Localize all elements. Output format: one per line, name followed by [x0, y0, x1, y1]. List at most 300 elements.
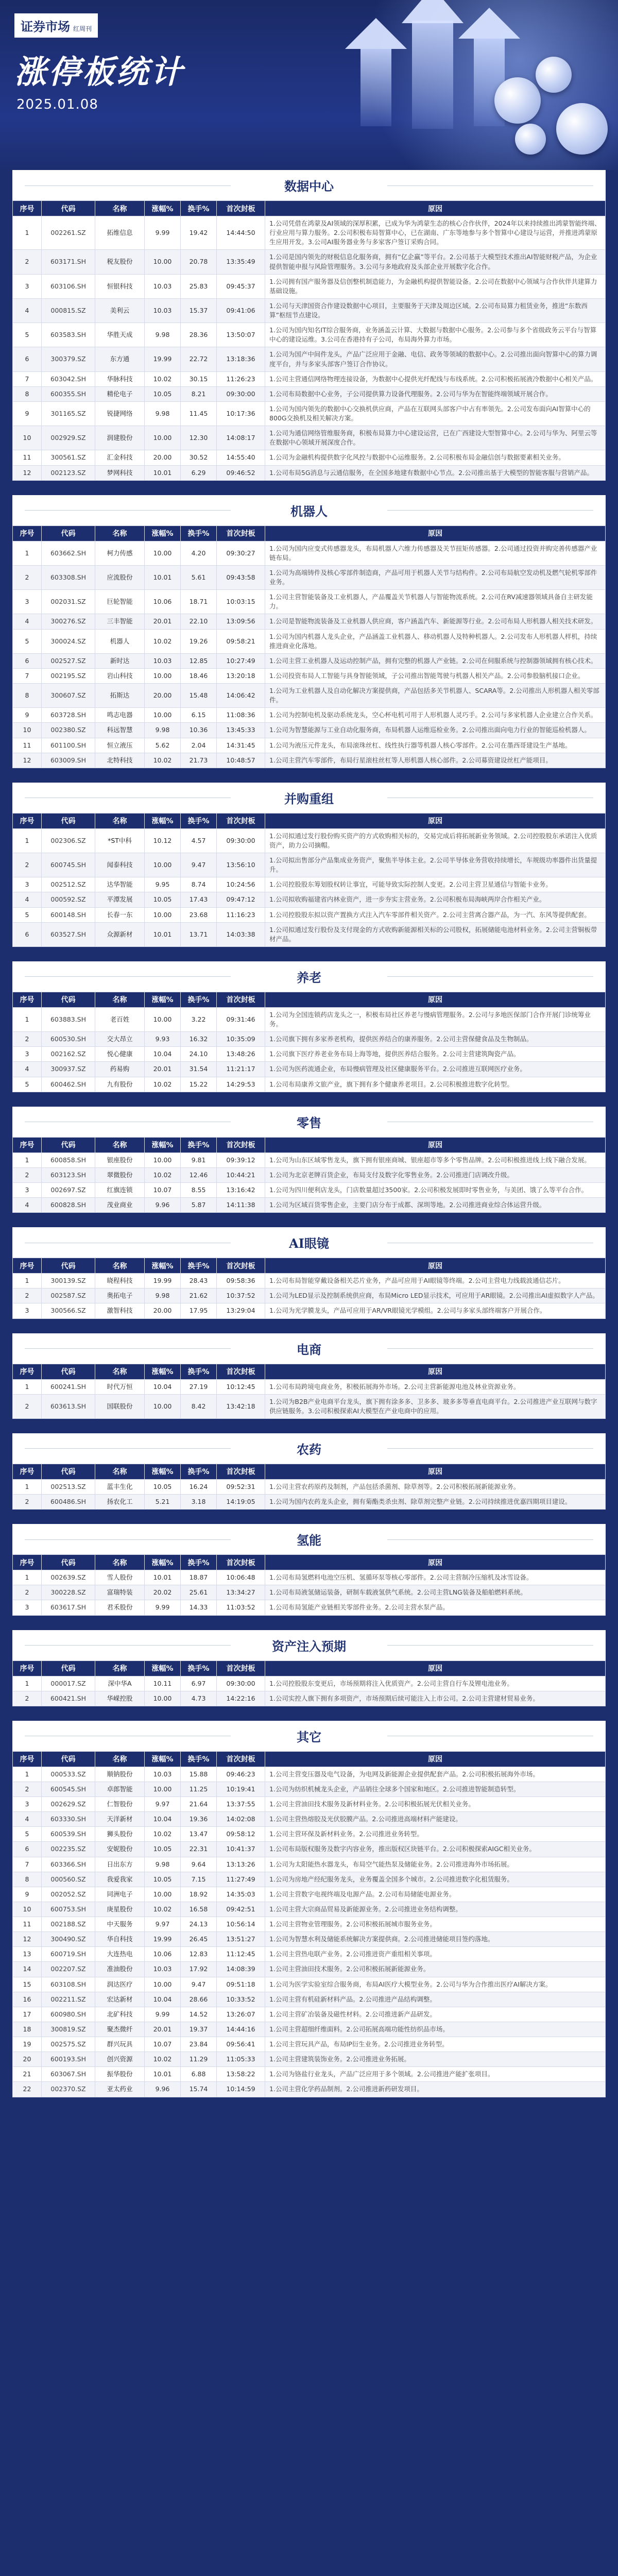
stock-name: 拓斯达 [95, 684, 145, 708]
stock-name: 巨轮智能 [95, 590, 145, 614]
stock-name: 梦网科技 [95, 465, 145, 480]
hero-banner [0, 0, 618, 170]
row-index: 7 [13, 668, 42, 683]
turnover-pct: 18.46 [181, 668, 217, 683]
row-index: 21 [13, 2067, 42, 2082]
gain-pct: 5.62 [145, 738, 181, 753]
limit-reason: 1.公司拟收购福建省内林业资产，进一步夯实主营业务。2.公司积极布局海峡两岸合作相关产业。 [265, 892, 606, 907]
stock-code: 600980.SH [42, 2007, 95, 2022]
turnover-pct: 18.87 [181, 1570, 217, 1585]
section [12, 170, 606, 481]
first-limit-time: 14:06:42 [217, 684, 265, 708]
row-index: 4 [13, 298, 42, 323]
first-limit-time: 10:35:09 [217, 1032, 265, 1047]
gain-pct: 10.03 [145, 274, 181, 298]
gain-pct: 10.12 [145, 828, 181, 853]
row-index: 10 [13, 426, 42, 450]
stock-code: 002513.SZ [42, 1479, 95, 1494]
gain-pct: 9.97 [145, 1917, 181, 1932]
section-title: AI眼镜 [12, 1227, 606, 1258]
table-row [13, 877, 606, 892]
stock-code: 600828.SH [42, 1198, 95, 1213]
section-title: 机器人 [12, 495, 606, 526]
turnover-pct: 9.81 [181, 1153, 217, 1167]
limit-reason: 1.公司主营有机硅新材料产品。2.公司推进产品结构调整。 [265, 1992, 606, 2007]
column-header: 换手% [181, 1258, 217, 1274]
stock-code: 603108.SH [42, 1977, 95, 1992]
first-limit-time: 09:43:58 [217, 565, 265, 589]
limit-reason: 1.公司布局版权服务及数字内容业务，推出版权区块链平台。2.公司积极探索AIGC相关业务。 [265, 1842, 606, 1857]
arrow-head-icon [458, 8, 520, 39]
section [12, 1524, 606, 1615]
limit-reason: 1.公司主营物业管理服务。2.公司积极拓展城市服务业务。 [265, 1917, 606, 1932]
gain-pct: 10.05 [145, 892, 181, 907]
column-header: 首次封板 [217, 1464, 265, 1479]
turnover-pct: 17.95 [181, 1303, 217, 1318]
first-limit-time: 10:48:57 [217, 753, 265, 768]
table-row [13, 2067, 606, 2082]
stock-name: 药易购 [95, 1062, 145, 1077]
turnover-pct: 19.37 [181, 2022, 217, 2037]
column-header: 序号 [13, 1751, 42, 1767]
gain-pct: 10.05 [145, 386, 181, 401]
stock-name: 岩山科技 [95, 668, 145, 683]
table-header-row [13, 1464, 606, 1479]
table-row [13, 1379, 606, 1394]
column-header: 序号 [13, 1464, 42, 1479]
gain-pct: 10.04 [145, 1992, 181, 2007]
first-limit-time: 10:12:45 [217, 1379, 265, 1394]
table-row [13, 629, 606, 653]
stock-name: 奥拓电子 [95, 1289, 145, 1303]
first-limit-time: 14:08:17 [217, 426, 265, 450]
table-row [13, 1917, 606, 1932]
row-index: 10 [13, 1902, 42, 1917]
stock-code: 002207.SZ [42, 1962, 95, 1977]
column-header: 名称 [95, 1137, 145, 1153]
gain-pct: 20.01 [145, 614, 181, 629]
stock-name: 锐捷网络 [95, 401, 145, 426]
turnover-pct: 8.42 [181, 1394, 217, 1418]
limit-reason: 1.公司控股股东筹划股权转让事宜，可能导致实际控制人变更。2.公司主营卫星通信与智能卡业务。 [265, 877, 606, 892]
table-row [13, 1977, 606, 1992]
stock-code: 603728.SH [42, 708, 95, 723]
first-limit-time: 09:41:06 [217, 298, 265, 323]
stock-code: 002188.SZ [42, 1917, 95, 1932]
stock-code: 600719.SH [42, 1947, 95, 1962]
limit-up-table [12, 992, 606, 1092]
stock-name: 茂业商业 [95, 1198, 145, 1213]
column-header: 代码 [42, 992, 95, 1007]
first-limit-time: 11:21:17 [217, 1062, 265, 1077]
stock-name: 国联股份 [95, 1394, 145, 1418]
stock-name: 科远智慧 [95, 723, 145, 738]
limit-reason: 1.公司为国内领先的数据中心交换机供应商，产品在互联网头部客户中占有率领先。2.公司发布面向AI智算中心的800G交换机及相关解决方案。 [265, 401, 606, 426]
gain-pct: 10.04 [145, 1379, 181, 1394]
stock-code: 603613.SH [42, 1394, 95, 1418]
table-row [13, 1691, 606, 1706]
limit-reason: 1.公司旗下拥有多家养老机构，提供医养结合的康养服务。2.公司主营保健食品及生物制品。 [265, 1032, 606, 1047]
limit-reason: 1.公司为工业机器人及自动化解决方案提供商，产品包括多关节机器人、SCARA等。2.公司推出人形机器人相关零部件。 [265, 684, 606, 708]
limit-reason: 1.公司主营数字电视终端及电源产品。2.公司布局储能电源业务。 [265, 1887, 606, 1902]
column-header: 名称 [95, 1364, 145, 1379]
column-header: 首次封板 [217, 201, 265, 216]
limit-reason: 1.公司主营汽车零部件，布局行星滚柱丝杠等人形机器人核心部件。2.公司募资建设丝杠产能项目。 [265, 753, 606, 768]
gain-pct: 9.95 [145, 877, 181, 892]
stock-code: 600530.SH [42, 1032, 95, 1047]
column-header: 换手% [181, 1364, 217, 1379]
gain-pct: 10.02 [145, 1902, 181, 1917]
turnover-pct: 8.21 [181, 386, 217, 401]
turnover-pct: 30.15 [181, 371, 217, 386]
row-index: 9 [13, 401, 42, 426]
stock-code: 603617.SH [42, 1600, 95, 1615]
gain-pct: 10.02 [145, 1077, 181, 1092]
row-index: 1 [13, 1570, 42, 1585]
first-limit-time: 09:58:21 [217, 629, 265, 653]
table-row [13, 1676, 606, 1691]
stock-code: 603883.SH [42, 1007, 95, 1031]
stock-code: 300607.SZ [42, 684, 95, 708]
stock-code: 600193.SH [42, 2052, 95, 2067]
stock-name: 北特科技 [95, 753, 145, 768]
limit-reason: 1.公司为国内知名IT综合服务商，业务涵盖云计算、大数据与数据中心服务。2.公司参与多个省级政务云平台与智算中心的建设运维。3.公司在香港持有子公司，布局海外算力市场。 [265, 323, 606, 347]
gain-pct: 10.07 [145, 2037, 181, 2052]
stock-name: 日出东方 [95, 1857, 145, 1872]
limit-up-table [12, 1464, 606, 1510]
stock-code: 002235.SZ [42, 1842, 95, 1857]
gain-pct: 10.00 [145, 1887, 181, 1902]
limit-reason: 1.公司拟出售部分产品集成业务资产，聚焦半导体主业。2.公司半导体业务营收持续增长，车规级功率器件出货量提升。 [265, 853, 606, 877]
row-index: 17 [13, 2007, 42, 2022]
limit-reason: 1.公司主营热熔胶及光伏胶膜产品。2.公司推进高端材料产能建设。 [265, 1812, 606, 1827]
stock-code: 000815.SZ [42, 298, 95, 323]
first-limit-time: 14:22:16 [217, 1691, 265, 1706]
stock-name: 达华智能 [95, 877, 145, 892]
turnover-pct: 3.18 [181, 1495, 217, 1510]
stock-code: 002162.SZ [42, 1047, 95, 1062]
row-index: 11 [13, 738, 42, 753]
first-limit-time: 13:56:10 [217, 853, 265, 877]
table-row [13, 1782, 606, 1797]
limit-reason: 1.公司主营农药原药及制剂，产品包括杀菌剂、除草剂等。2.公司积极拓展新能源业务。 [265, 1479, 606, 1494]
column-header: 原因 [265, 1258, 606, 1274]
stock-code: 601100.SH [42, 738, 95, 753]
row-index: 12 [13, 753, 42, 768]
page-date: 2025.01.08 [16, 97, 98, 112]
first-limit-time: 09:51:18 [217, 1977, 265, 1992]
turnover-pct: 7.15 [181, 1872, 217, 1887]
column-header: 换手% [181, 1464, 217, 1479]
row-index: 5 [13, 323, 42, 347]
table-row [13, 1902, 606, 1917]
first-limit-time: 13:48:26 [217, 1047, 265, 1062]
stock-code: 300490.SZ [42, 1932, 95, 1947]
stock-name: 时代万恒 [95, 1379, 145, 1394]
row-index: 1 [13, 1767, 42, 1782]
stock-name: 拓维信息 [95, 216, 145, 250]
row-index: 18 [13, 2022, 42, 2037]
limit-reason: 1.公司为房地产经纪服务龙头，业务覆盖全国多个城市。2.公司推进数字化租赁服务。 [265, 1872, 606, 1887]
row-index: 6 [13, 347, 42, 371]
row-index: 2 [13, 1691, 42, 1706]
section [12, 1107, 606, 1213]
column-header: 序号 [13, 1364, 42, 1379]
row-index: 4 [13, 1812, 42, 1827]
table-row [13, 2082, 606, 2097]
column-header: 原因 [265, 201, 606, 216]
stock-code: 002380.SZ [42, 723, 95, 738]
column-header: 换手% [181, 1137, 217, 1153]
row-index: 2 [13, 1394, 42, 1418]
section [12, 961, 606, 1092]
first-limit-time: 10:17:36 [217, 401, 265, 426]
table-row [13, 1872, 606, 1887]
first-limit-time: 11:16:23 [217, 907, 265, 922]
stock-code: 002052.SZ [42, 1887, 95, 1902]
row-index: 2 [13, 1289, 42, 1303]
gain-pct: 9.93 [145, 1032, 181, 1047]
limit-up-table [12, 1751, 606, 2097]
row-index: 2 [13, 853, 42, 877]
row-index: 8 [13, 1872, 42, 1887]
gain-pct: 10.05 [145, 1842, 181, 1857]
limit-reason: 1.公司拟通过发行股份及支付现金的方式收购新能源相关标的公司股权，拓展储能电池材料业务。2.公司主营铜板带材产品。 [265, 922, 606, 946]
limit-reason: 1.公司主营变压器及电气设备，为电网及新能源企业提供配套产品。2.公司积极拓展海外市场。 [265, 1767, 606, 1782]
turnover-pct: 4.57 [181, 828, 217, 853]
turnover-pct: 18.92 [181, 1887, 217, 1902]
table-row [13, 1032, 606, 1047]
gain-pct: 9.98 [145, 723, 181, 738]
first-limit-time: 09:47:12 [217, 892, 265, 907]
limit-reason: 1.公司为LED显示及控制系统供应商，布局Micro LED显示技术，可应用于AR眼镜。2.公司推出AI虚拟数字人产品。 [265, 1289, 606, 1303]
table-row [13, 1182, 606, 1197]
gain-pct: 20.00 [145, 684, 181, 708]
row-index: 7 [13, 1857, 42, 1872]
stock-name: 华嵘控股 [95, 1691, 145, 1706]
row-index: 1 [13, 1274, 42, 1289]
turnover-pct: 15.37 [181, 298, 217, 323]
turnover-pct: 25.83 [181, 274, 217, 298]
column-header: 代码 [42, 1660, 95, 1676]
first-limit-time: 13:37:55 [217, 1797, 265, 1812]
row-index: 1 [13, 1153, 42, 1167]
stock-code: 301165.SZ [42, 401, 95, 426]
limit-reason: 1.公司主营矿冶装备及磁性材料。2.公司推进新产品研发。 [265, 2007, 606, 2022]
column-header: 序号 [13, 201, 42, 216]
stock-code: 600241.SH [42, 1379, 95, 1394]
stock-code: 603042.SH [42, 371, 95, 386]
row-index: 1 [13, 541, 42, 565]
rising-arrow-icon [412, 21, 453, 129]
column-header: 代码 [42, 1137, 95, 1153]
stock-code: 300566.SZ [42, 1303, 95, 1318]
first-limit-time: 13:13:26 [217, 1857, 265, 1872]
first-limit-time: 13:29:04 [217, 1303, 265, 1318]
stock-code: 002629.SZ [42, 1797, 95, 1812]
table-row [13, 1812, 606, 1827]
stock-code: 300228.SZ [42, 1585, 95, 1600]
stock-name: 汇金科技 [95, 450, 145, 465]
column-header: 首次封板 [217, 1137, 265, 1153]
gain-pct: 10.04 [145, 1812, 181, 1827]
first-limit-time: 10:03:15 [217, 590, 265, 614]
first-limit-time: 10:37:52 [217, 1289, 265, 1303]
column-header: 序号 [13, 526, 42, 541]
brand-sub: 红周刊 [73, 25, 92, 32]
stock-code: 300139.SZ [42, 1274, 95, 1289]
limit-reason: 1.公司为智慧水利及储能系统解决方案提供商。2.公司推进储能项目签约落地。 [265, 1932, 606, 1947]
table-row [13, 1394, 606, 1418]
limit-up-table [12, 526, 606, 768]
gain-pct: 20.01 [145, 2022, 181, 2037]
first-limit-time: 10:33:52 [217, 1992, 265, 2007]
turnover-pct: 12.83 [181, 1947, 217, 1962]
stock-name: 税友股份 [95, 250, 145, 274]
limit-reason: 1.公司旗下医疗养老业务布局上海等地，提供医养结合服务。2.公司主营建筑陶瓷产品。 [265, 1047, 606, 1062]
column-header: 涨幅% [145, 1364, 181, 1379]
limit-reason: 1.公司为国内机器人龙头企业，产品涵盖工业机器人、移动机器人及特种机器人。2.公司发布人形机器人样机，持续推进商业化落地。 [265, 629, 606, 653]
column-header: 涨幅% [145, 526, 181, 541]
stock-name: 创兴资源 [95, 2052, 145, 2067]
stock-name: 大连热电 [95, 1947, 145, 1962]
stock-code: 002639.SZ [42, 1570, 95, 1585]
table-row [13, 2007, 606, 2022]
first-limit-time: 11:27:49 [217, 1872, 265, 1887]
table-row [13, 1767, 606, 1782]
stock-code: 002261.SZ [42, 216, 95, 250]
gain-pct: 20.00 [145, 450, 181, 465]
stock-name: 精伦电子 [95, 386, 145, 401]
section-title: 电商 [12, 1333, 606, 1364]
table-row [13, 323, 606, 347]
table-row [13, 753, 606, 768]
column-header: 原因 [265, 1137, 606, 1153]
row-index: 2 [13, 1495, 42, 1510]
first-limit-time: 14:08:39 [217, 1962, 265, 1977]
row-index: 12 [13, 1932, 42, 1947]
limit-reason: 1.公司为国内应变式传感器龙头，布局机器人六维力传感器及关节扭矩传感器。2.公司通过投资并购完善传感器产业链布局。 [265, 541, 606, 565]
stock-code: 600355.SH [42, 386, 95, 401]
stock-name: 九有股份 [95, 1077, 145, 1092]
turnover-pct: 17.92 [181, 1962, 217, 1977]
table-row [13, 1007, 606, 1031]
stock-code: 600486.SH [42, 1495, 95, 1510]
row-index: 3 [13, 1303, 42, 1318]
row-index: 13 [13, 1947, 42, 1962]
column-header: 代码 [42, 526, 95, 541]
limit-up-table [12, 1554, 606, 1615]
stock-code: 603330.SH [42, 1812, 95, 1827]
stock-name: 三丰智能 [95, 614, 145, 629]
stock-code: 603123.SH [42, 1167, 95, 1182]
stock-name: 翠微股份 [95, 1167, 145, 1182]
turnover-pct: 15.74 [181, 2082, 217, 2097]
table-row [13, 274, 606, 298]
turnover-pct: 14.52 [181, 2007, 217, 2022]
row-index: 2 [13, 565, 42, 589]
section-title: 养老 [12, 961, 606, 992]
table-row [13, 1153, 606, 1167]
row-index: 5 [13, 1827, 42, 1842]
page-title: 涨停板统计 [14, 53, 185, 91]
turnover-pct: 15.22 [181, 1077, 217, 1092]
turnover-pct: 20.78 [181, 250, 217, 274]
gain-pct: 20.00 [145, 1303, 181, 1318]
gain-pct: 10.02 [145, 2052, 181, 2067]
section-title: 并购重组 [12, 783, 606, 813]
gain-pct: 10.00 [145, 853, 181, 877]
first-limit-time: 09:30:00 [217, 828, 265, 853]
column-header: 原因 [265, 1464, 606, 1479]
table-row [13, 1947, 606, 1962]
turnover-pct: 22.31 [181, 1842, 217, 1857]
column-header: 涨幅% [145, 1660, 181, 1676]
gain-pct: 9.98 [145, 1857, 181, 1872]
limit-up-table [12, 200, 606, 481]
gain-pct: 10.03 [145, 1767, 181, 1782]
gain-pct: 10.01 [145, 565, 181, 589]
first-limit-time: 13:16:42 [217, 1182, 265, 1197]
turnover-pct: 23.68 [181, 907, 217, 922]
stock-code: 603366.SH [42, 1857, 95, 1872]
table-row [13, 723, 606, 738]
limit-reason: 1.公司为全国连锁药店龙头之一，积极布局社区养老与慢病管理服务。2.公司与多地医保部门合作开展门诊统筹业务。 [265, 1007, 606, 1031]
turnover-pct: 4.73 [181, 1691, 217, 1706]
stock-name: 润达医疗 [95, 1977, 145, 1992]
limit-up-table [12, 1660, 606, 1706]
table-row [13, 1062, 606, 1077]
table-header-row [13, 1660, 606, 1676]
table-row [13, 565, 606, 589]
turnover-pct: 22.72 [181, 347, 217, 371]
row-index: 1 [13, 1676, 42, 1691]
stock-name: 我爱我家 [95, 1872, 145, 1887]
stock-name: 晓程科技 [95, 1274, 145, 1289]
limit-reason: 1.公司是国内领先的财税信息化服务商，拥有“亿企赢”等平台。2.公司基于大模型技术推出AI智能财税产品，为企业提供智能申报与风险管理服务。3.公司与多地政府及头部企业开展数字化合作。 [265, 250, 606, 274]
limit-reason: 1.公司实控人旗下拥有多项资产，市场预期后续可能注入上市公司。2.公司主营建材贸易业务。 [265, 1691, 606, 1706]
section [12, 1721, 606, 2097]
column-header: 首次封板 [217, 1555, 265, 1570]
section [12, 1630, 606, 1706]
limit-reason: 1.公司布局液氢储运装备，研制车载液氢供气系统。2.公司主营LNG装备及船舶燃料系统。 [265, 1585, 606, 1600]
column-header: 涨幅% [145, 1137, 181, 1153]
row-index: 4 [13, 892, 42, 907]
gain-pct: 10.02 [145, 371, 181, 386]
limit-reason: 1.公司为智慧能源与工业自动化服务商，布局机器人运维巡检业务。2.公司推出面向电力行业的智能巡检机器人。 [265, 723, 606, 738]
table-row [13, 2022, 606, 2037]
limit-reason: 1.公司主营化学药品制剂。2.公司推进新药研发项目。 [265, 2082, 606, 2097]
limit-reason: 1.公司布局氢燃料电池空压机、氢循环泵等核心零部件。2.公司主营制冷压缩机及冰雪设备。 [265, 1570, 606, 1585]
stock-name: 卓郎智能 [95, 1782, 145, 1797]
table-row [13, 1077, 606, 1092]
gain-pct: 10.02 [145, 629, 181, 653]
first-limit-time: 09:39:12 [217, 1153, 265, 1167]
column-header: 原因 [265, 813, 606, 828]
first-limit-time: 09:52:31 [217, 1479, 265, 1494]
gain-pct: 10.03 [145, 1962, 181, 1977]
first-limit-time: 13:26:07 [217, 2007, 265, 2022]
column-header: 原因 [265, 1660, 606, 1676]
stock-name: 北矿科技 [95, 2007, 145, 2022]
row-index: 4 [13, 1198, 42, 1213]
stock-name: 柯力传感 [95, 541, 145, 565]
gain-pct: 10.00 [145, 1691, 181, 1706]
gain-pct: 9.99 [145, 216, 181, 250]
limit-reason: 1.公司为铬盐行业龙头，产品广泛应用于多个领域。2.公司推进产能扩张项目。 [265, 2067, 606, 2082]
stock-name: 美利云 [95, 298, 145, 323]
first-limit-time: 13:45:33 [217, 723, 265, 738]
